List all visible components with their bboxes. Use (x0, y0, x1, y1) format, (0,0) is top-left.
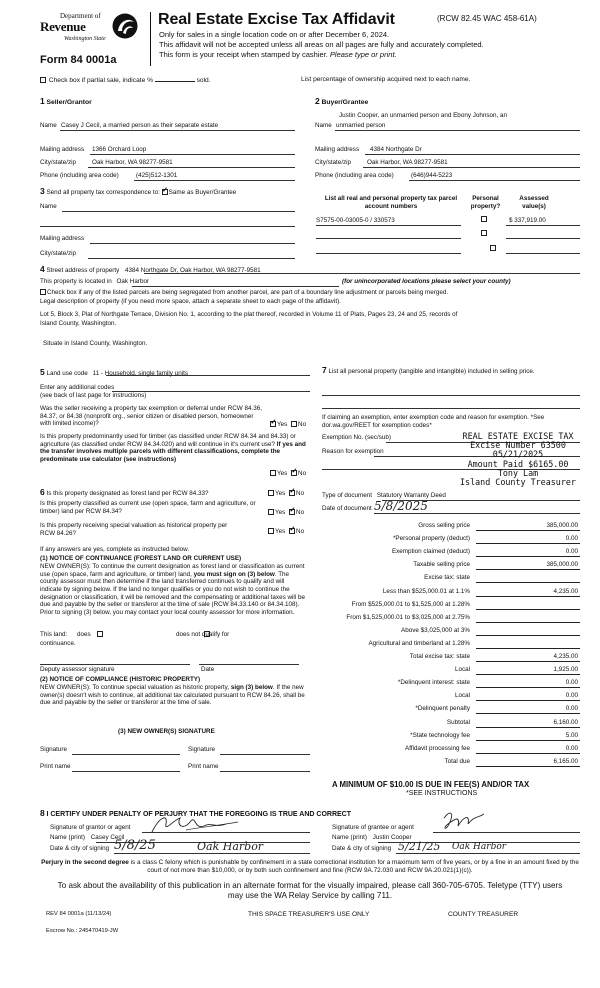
tax-row (322, 718, 580, 730)
buyer-city-line (363, 167, 580, 168)
tax-row-label: Local (454, 666, 470, 674)
historic-answer: Yes ✓ No (268, 528, 304, 536)
stamp-line-6: Island County Treasurer (460, 477, 576, 488)
grantor-date-label: Date & city of signing (50, 845, 110, 852)
segregated-row: Check box if any of the listed parcels are being segregated from another parcel, are part of a boundary line adjustment or parcels being merged. (40, 289, 585, 297)
current-use-yes-checkbox[interactable] (268, 509, 274, 515)
seller-phone-row: Phone (including area code) (425)512-1301 (40, 172, 178, 179)
buyer-city-value[interactable]: Oak Harbor, WA 98277-9581 (367, 159, 448, 166)
tax-row-label: *Delinquent penalty (415, 705, 470, 713)
grantee-name-row: Name (print) Justin Cooper (332, 834, 412, 841)
tax-row (322, 573, 580, 585)
owner-print-line-1 (72, 771, 180, 772)
grantor-date-line (114, 853, 310, 854)
located-value[interactable]: Oak Harbor (116, 278, 150, 285)
header-note-1: Only for sales in a single location code on or after December 6, 2024. (159, 30, 390, 39)
timber-answer: Yes ✓ No (270, 470, 306, 478)
personal-line-2 (322, 408, 580, 409)
located-note: (for unincorporated locations please select your county) (342, 278, 511, 285)
dept-line1: Department of (60, 12, 101, 20)
continuance-text: NEW OWNER(S): To continue the current designation as forest land or classification as current use (open space, farm and agriculture, or timber) land, you must sign on (3) below. The county assessor must then determine if the land transferred continues to qualify and will indicate by signing below. If the land no longer qualifies or you do not wish to continue the designation or classification, it will be removed and the compensating or additional taxes will be due and payable by the seller or transferor at the time of sale (RCW 84.33.140 or 84.34.108). Prior to signing (3) below, you may contact your local county assessor for more information. (40, 563, 305, 617)
tax-row (322, 560, 580, 572)
grantee-date-label: Date & city of signing (332, 845, 392, 852)
tax-row-value: 0.00 (565, 744, 578, 752)
doc-date-label: Date of document (322, 505, 372, 512)
dor-logo (36, 12, 148, 52)
parcel-line-2a (316, 238, 461, 239)
exempt-note: If claiming an exemption, enter exemption code and reason for exemption. *See dor.wa.gov/REET for exemption codes* (322, 414, 545, 429)
tax-row-field[interactable] (476, 718, 580, 728)
current-use-answer: Yes ✓ No (268, 509, 304, 517)
grantor-sig-label: Signature of grantor or agent (50, 824, 131, 831)
tax-row-field[interactable] (476, 587, 580, 597)
partial-sale-checkbox[interactable] (40, 77, 46, 83)
street-address-value[interactable]: 4384 Northgate Dr, Oak Harbor, WA 98277-9581 (125, 267, 261, 274)
header-divider (150, 12, 151, 66)
buyer-phone-value[interactable]: (646)944-5223 (411, 172, 453, 179)
parcel-line-1a (316, 225, 461, 226)
availability-notice: To ask about the availability of this publication in an alternate format for the visually impaired, please call 360-705-6705. Teletype (TTY) users may use the WA Relay Service by calling 711. (57, 881, 563, 900)
buyer-name-row: Name unmarried person (315, 122, 386, 129)
land-qualify-row: This land: does does not qualify for (40, 631, 230, 638)
buyer-mail-row: Mailing address 4384 Northgate Dr (315, 146, 422, 153)
stamp-line-1: REAL ESTATE EXCISE TAX (462, 431, 574, 441)
deputy-date-line (199, 664, 299, 665)
tax-row-label: Total excise tax: state (409, 653, 470, 660)
legal-desc-1[interactable]: Lot 5, Block 3, Plat of Northgate Terrace, Division No. 1, according to the plat thereof, recorded in Volume 11 of Plats, Pages 23, 24 and 25, records of (40, 311, 458, 318)
segregated-checkbox[interactable] (40, 289, 46, 295)
tax-row (322, 691, 580, 703)
forest-no-checkbox[interactable] (289, 490, 295, 496)
legal-desc-3[interactable]: Situate in Island County, Washington. (43, 340, 148, 347)
tax-row-field[interactable] (476, 691, 580, 701)
additional-codes-label: Enter any additional codes (40, 384, 115, 391)
located-line (132, 286, 339, 287)
personal-checkbox-3[interactable] (490, 245, 496, 251)
parcel-line-2b (506, 238, 580, 239)
timber-no-checkbox[interactable] (291, 470, 297, 476)
tax-row (322, 731, 580, 743)
exemption-yes-checkbox[interactable] (270, 421, 276, 427)
corr-mail-line (90, 243, 295, 244)
tax-row (322, 613, 580, 625)
tax-row-value: 6,160.00 (553, 718, 578, 726)
dept-line3: Washington State (64, 36, 106, 42)
deputy-line (40, 664, 190, 665)
tax-row-label: Agricultural and timberland at 1.28% (368, 639, 470, 647)
tax-row-value: 0.00 (565, 535, 578, 543)
doc-date-line (374, 513, 580, 514)
tax-row (322, 600, 580, 612)
grantee-city-value[interactable]: Oak Harbor (452, 842, 507, 852)
form-rcw: (RCW 82.45 WAC 458-61A) (437, 14, 537, 23)
tax-row-field[interactable] (476, 534, 580, 544)
parcel-line-3b (506, 253, 580, 254)
assessed-header: Assessed value(s) (519, 195, 549, 210)
seller-city-value[interactable]: Oak Harbor, WA 98277-9581 (92, 159, 173, 166)
deputy-date-label: Date (201, 666, 215, 673)
tax-row-label: Exemption claimed (deduct) (391, 548, 470, 556)
does-checkbox[interactable] (97, 631, 103, 637)
doc-date-value[interactable]: 5/8/2025 (374, 499, 428, 513)
grantee-date-value[interactable]: 5/21/25 (398, 840, 441, 853)
historic-yes-checkbox[interactable] (268, 528, 274, 534)
tax-row-label: Taxable selling price (413, 561, 470, 569)
tax-row-label: *Delinquent interest: state (397, 679, 470, 687)
grantee-name-value[interactable]: Justin Cooper (372, 834, 412, 841)
partial-percent-input[interactable] (155, 75, 195, 82)
grantor-date-value[interactable]: 5/8/25 (114, 838, 156, 853)
tax-row (322, 678, 580, 690)
section-6-q3: Is this property receiving special valuation as historical property per RCW 84.26? (40, 522, 228, 537)
tax-row-field[interactable] (476, 547, 580, 557)
seller-name-line (60, 130, 295, 131)
tax-row (322, 547, 580, 559)
grantee-sig-label: Signature of grantee or agent (332, 824, 414, 831)
parcel-line-1b (506, 225, 580, 226)
compliance-text: NEW OWNER(S): To continue special valuation as historic property, sign (3) below. If the new owner(s) doesn't wish to continue, all additional tax calculated pursuant to RCW 84.26, shall be due and payable by the seller or transferor at the time of sale. (40, 684, 305, 707)
grantor-sig-line (142, 832, 310, 833)
timber-question: Is this property predominantly used for timber (as classified under RCW 84.34 and 84.33) or agriculture (as classified under RCW 84.34.020) and will continue in it's current use? If yes and the transfer involves multiple parcels with different classifications, complete the predominate use calculator (see instructions) (40, 433, 306, 464)
buyer-name-line (335, 130, 580, 131)
owner-print-label-1: Print name (40, 763, 71, 770)
tax-row-field[interactable] (476, 704, 580, 714)
parcels-header: List all real and personal property tax parcel account numbers (324, 195, 458, 210)
tax-row (322, 521, 580, 533)
exemption-question: Was the seller receiving a property tax exemption or deferral under RCW 84.36, 84.37, or 84.38 (nonprofit org., senior citizen or disabled person, homeowner with limited income)? (40, 405, 263, 428)
treasurer-use-only: THIS SPACE TREASURER'S USE ONLY (248, 911, 370, 918)
header-note-3: This form is your receipt when stamped by cashier. Please type or print. (159, 50, 397, 59)
corr-name-label: Name (40, 203, 57, 210)
continuance-word: continuance. (40, 640, 76, 647)
tax-row-field[interactable] (476, 665, 580, 675)
personal-checkbox-2[interactable] (481, 230, 487, 236)
current-use-no-checkbox[interactable] (289, 509, 295, 515)
exempt-no-label: Exemption No. (sec/sub) (322, 434, 391, 441)
tax-row-label: Above $3,025,000 at 3% (401, 626, 470, 634)
section-1-title: 1 Seller/Grantor (40, 96, 92, 106)
tax-row-field[interactable] (476, 626, 580, 636)
parcel-number[interactable]: S7575-00-03005-0 / 330573 (316, 217, 395, 224)
rev-number: REV 84 0001a (11/13/24) (46, 911, 112, 917)
tax-row-value: 4,235.00 (553, 653, 578, 660)
doc-type-row: Type of document Statutory Warranty Deed (322, 492, 446, 499)
tax-row-field[interactable] (476, 613, 580, 623)
buyer-name-line1[interactable]: Justin Cooper, an unmarried person and Ebony Johnson, an (339, 112, 508, 119)
doc-type-value[interactable]: Statutory Warranty Deed (376, 492, 446, 499)
buyer-name-value[interactable]: unmarried person (336, 122, 386, 129)
legal-desc-2[interactable]: Island County, Washington. (40, 320, 117, 327)
tax-row-value: 1,925.00 (553, 666, 578, 674)
forest-answer: Yes ✓ No (268, 490, 304, 498)
additional-codes-note: (see back of last page for instructions) (40, 392, 147, 399)
tax-row-value: 0.00 (565, 679, 578, 687)
seller-name-row: Name Casey J Cecil, a married person as their separate estate (40, 122, 219, 129)
tax-row-field[interactable] (476, 744, 580, 754)
ownership-note: List percentage of ownership acquired next to each name. (301, 76, 471, 83)
tax-row (322, 587, 580, 599)
tax-row-label: Affidavit processing fee (405, 744, 470, 752)
grantor-city-value[interactable]: Oak Harbor (197, 840, 264, 853)
grantor-name-value[interactable]: Casey Cecil (90, 834, 125, 841)
deputy-label: Deputy assessor signature (40, 666, 115, 673)
compliance-heading: (2) NOTICE OF COMPLIANCE (HISTORIC PROPERTY) (40, 676, 201, 683)
form-number: Form 84 0001a (40, 54, 117, 66)
tax-row (322, 757, 580, 769)
tax-row (322, 704, 580, 716)
tax-row-value: 0.00 (565, 692, 578, 700)
escrow-number: Escrow No.: 245470419-JW (46, 928, 119, 934)
reason-label: Reason for exemption (322, 448, 384, 455)
certify-title: 8 I CERTIFY UNDER PENALTY OF PERJURY THAT THE FOREGOING IS TRUE AND CORRECT (40, 808, 352, 818)
owner-print-label-2: Print name (188, 763, 219, 770)
historic-no-checkbox[interactable] (289, 528, 295, 534)
seller-phone-line (134, 180, 295, 181)
section-4-title: 4 Street address of property 4384 Northgate Dr, Oak Harbor, WA 98277-9581 (40, 264, 261, 274)
section-6-q1: 6 Is this property designated as forest land per RCW 84.33? (40, 487, 209, 497)
buyer-phone-row: Phone (including area code) (646)944-5223 (315, 172, 453, 179)
owner-sig-line-1 (72, 754, 180, 755)
corr-city-label: City/state/zip (40, 250, 77, 257)
street-line (144, 273, 580, 274)
parcel-line-3a (316, 253, 461, 254)
exemption-no-checkbox[interactable] (291, 421, 297, 427)
owner-sig-label-1: Signature (40, 746, 67, 753)
tax-row-value: 0.00 (565, 705, 578, 713)
stamp-line-4: Amount Paid $6165.00 (467, 458, 569, 469)
tax-row (322, 626, 580, 638)
tax-row-label: From $1,525,000.01 to $3,025,000 at 2.75% (346, 613, 470, 621)
minimum-notice: A MINIMUM OF $10.00 IS DUE IN FEE(S) AND/OR TAX (332, 780, 530, 789)
owner-print-line-2 (220, 771, 310, 772)
personal-header: Personal property? (470, 195, 501, 210)
buyer-mail-value[interactable]: 4384 Northgate Dr (370, 146, 422, 153)
stamp-line-5: Tony Lam (497, 467, 539, 478)
stamp-line-2: Excise Number 63500 (470, 440, 566, 451)
tax-row (322, 665, 580, 677)
section-3-title: 3 Send all property tax correspondence to: ✓ Same as Buyer/Grantee (40, 186, 236, 197)
owner-sig-line-2 (220, 754, 310, 755)
tax-row-label: Gross selling price (418, 522, 470, 529)
tax-row-field[interactable] (476, 731, 580, 741)
seller-phone-value[interactable]: (425)512-1301 (136, 172, 178, 179)
seller-mail-line (90, 154, 295, 155)
grantee-signature-icon (436, 808, 496, 834)
tax-row-field[interactable] (476, 560, 580, 570)
tax-row (322, 744, 580, 756)
corr-extra-line (40, 226, 295, 227)
section-7-title: 7 List all personal property (tangible and intangible) included in selling price. (322, 365, 535, 375)
grantor-name-row: Name (print) Casey Cecil (50, 834, 125, 841)
tax-row-label: Subtotal (446, 718, 470, 726)
continuance-heading: (1) NOTICE OF CONTINUANCE (FOREST LAND OR CURRENT USE) (40, 555, 242, 562)
buyer-phone-line (409, 180, 580, 181)
tax-row-value: 6,165.00 (553, 757, 578, 765)
tax-row-value: 0.00 (565, 548, 578, 556)
grantee-date-line (396, 853, 580, 854)
owner-sig-label-2: Signature (188, 746, 215, 753)
tax-row-label: Total due (444, 757, 470, 765)
seller-mail-row: Mailing address 1366 Orchard Loop (40, 146, 147, 153)
corr-mail-label: Mailing address (40, 235, 85, 242)
tax-row-field[interactable] (476, 757, 580, 767)
seller-mail-value[interactable]: 1366 Orchard Loop (92, 146, 147, 153)
tax-row-value: 385,000.00 (546, 561, 578, 569)
tax-row-label: *Personal property (deduct) (392, 535, 470, 543)
tax-row-label: From $525,000.01 to $1,525,000 at 1.28% (351, 600, 470, 608)
tax-row-value: 385,000.00 (546, 522, 578, 529)
tax-row-value: 5.00 (565, 731, 578, 739)
tax-row-label: Excise tax: state (424, 574, 470, 582)
personal-checkbox-1[interactable] (481, 216, 487, 222)
stamp-line-3: 05/21/2025 (492, 449, 544, 460)
assessed-value[interactable]: $ 337,919.00 (509, 217, 546, 224)
timber-yes-checkbox[interactable] (270, 470, 276, 476)
dor-swirl-icon (110, 11, 140, 41)
form-title: Real Estate Excise Tax Affidavit (158, 11, 395, 28)
tax-row-label: *State technology fee (410, 731, 470, 739)
partial-sale-row: Check box if partial sale, indicate % sold. (40, 75, 211, 85)
dept-line2: Revenue (40, 19, 86, 34)
tax-row-label: Less than $525,000.01 at 1.1% (382, 587, 470, 595)
see-instructions: *SEE INSTRUCTIONS (406, 790, 478, 797)
buyer-city-row: City/state/zip Oak Harbor, WA 98277-9581 (315, 159, 448, 166)
perjury-notice: Perjury in the second degree is a class C felony which is punishable by confinement in a state correctional institution for a maximum term of five years, or by a fine in an amount fixed by the court of not more than $10,000, or by both such confinement and fine (RCW 9A.72.030 and RCW 9A.20.021(1)(c)). (41, 859, 579, 874)
corr-city-line (88, 258, 295, 259)
tax-row-value: 4,235.00 (553, 587, 578, 595)
header-note-2: This affidavit will not be accepted unless all areas on all pages are fully and accurately completed. (159, 40, 484, 49)
section-6-q2: Is this property classified as current use (open space, farm and agriculture, or timber) land per RCW 84.34? (40, 500, 256, 515)
tax-row (322, 639, 580, 651)
legal-label: Legal description of property (if you need more space, attach a separate sheet to each page of the affidavit). (40, 298, 341, 305)
grantee-sig-line (433, 832, 580, 833)
personal-line-1 (322, 395, 580, 396)
landuse-line (106, 375, 310, 376)
tax-row-field[interactable] (476, 521, 580, 531)
tax-row (322, 652, 580, 664)
new-owner-heading: (3) NEW OWNER(S) SIGNATURE (118, 728, 215, 735)
section-6-note: If any answers are yes, complete as instructed below. (40, 546, 190, 553)
exemption-answer: ✓ Yes No (270, 421, 306, 429)
seller-city-line (88, 167, 295, 168)
tax-row (322, 534, 580, 546)
same-as-buyer-checkbox[interactable] (162, 189, 168, 195)
county-treasurer: COUNTY TREASURER (448, 911, 519, 918)
section-2-title: 2 Buyer/Grantee (315, 96, 369, 106)
seller-city-row: City/state/zip Oak Harbor, WA 98277-9581 (40, 159, 173, 166)
buyer-mail-line (365, 154, 580, 155)
treasurer-stamp (444, 432, 592, 487)
section-5-title: 5 Land use code 11 - Household, single family units (40, 367, 188, 377)
tax-row-field[interactable] (476, 639, 580, 649)
seller-name-value[interactable]: Casey J Cecil, a married person as their separate estate (61, 122, 219, 129)
tax-row-field[interactable] (476, 600, 580, 610)
forest-yes-checkbox[interactable] (268, 490, 274, 496)
tax-row-label: Local (454, 692, 470, 700)
corr-name-line (62, 211, 295, 212)
tax-row-field[interactable] (476, 652, 580, 662)
tax-row-field[interactable] (476, 678, 580, 688)
tax-row-field[interactable] (476, 573, 580, 583)
landuse-value[interactable]: 11 - Household, single family units (92, 370, 188, 377)
located-row: This property is located in Oak Harbor (40, 278, 150, 285)
